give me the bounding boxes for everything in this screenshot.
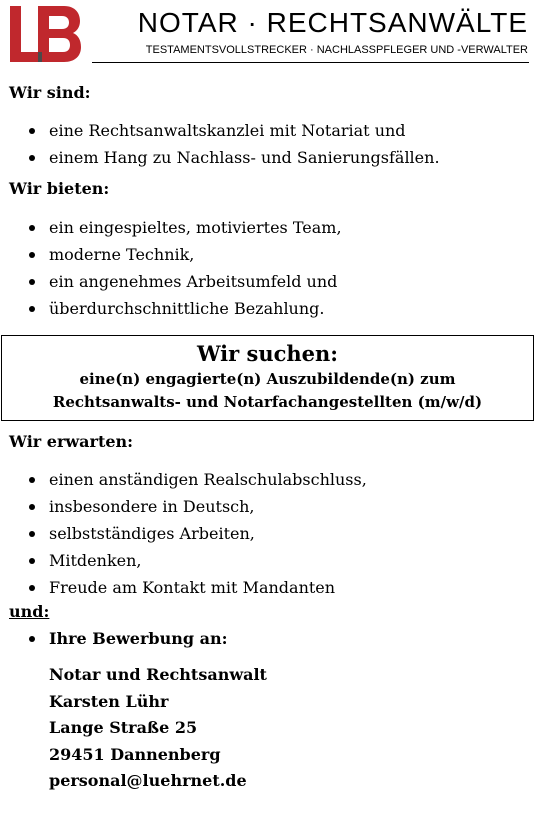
wir-sind-heading: Wir sind: [9,83,91,102]
bullet-icon [29,225,35,231]
contact-address [49,662,535,795]
bullet-icon [29,504,35,510]
address-street: Lange Straße 25 [49,718,198,737]
job-ad-body [0,82,535,795]
bullet-icon [29,279,35,285]
wir-sind-list [0,117,535,171]
wir-suchen-box [1,335,534,421]
wir-erwarten-list [0,466,535,601]
wir-suchen-title: Wir suchen: [196,341,339,366]
bullet-icon [29,252,35,258]
position-line-1: eine(n) engagierte(n) Auszubildende(n) zum [79,370,456,388]
bullet-icon [29,531,35,537]
list-item: moderne Technik, [0,241,535,268]
wir-bieten-list [0,214,535,322]
und-label: und: [9,602,50,621]
address-title: Notar und Rechtsanwalt [49,665,267,684]
list-item: ein eingespieltes, motiviertes Team, [0,214,535,241]
lb-logo [8,4,82,64]
list-item: Ihre Bewerbung an: [0,625,535,652]
bullet-icon [29,558,35,564]
list-item: eine Rechtsanwaltskanzlei mit Notariat und [0,117,535,144]
und-list [0,625,535,652]
position-line-2: Rechtsanwalts- und Notarfachangestellten (m/w/d) [52,393,483,411]
bullet-icon [29,306,35,312]
wir-bieten-heading: Wir bieten: [9,179,110,198]
list-item: insbesondere in Deutsch, [0,493,535,520]
firm-name: NOTAR · RECHTSANWÄLTE [137,7,528,38]
firm-subtitle: TESTAMENTSVOLLSTRECKER · NACHLASSPFLEGER UND -VERWALTER [145,44,528,56]
bullet-icon [29,585,35,591]
letterhead [0,0,535,70]
list-item: selbstständiges Arbeiten, [0,520,535,547]
bullet-icon [29,155,35,161]
list-item: einem Hang zu Nachlass- und Sanierungsfällen. [0,144,535,171]
bullet-icon [29,477,35,483]
address-email[interactable]: personal@luehrnet.de [49,771,247,790]
bullet-icon [29,128,35,134]
list-item: Freude am Kontakt mit Mandanten [0,574,535,601]
header-divider [92,62,529,63]
address-city: 29451 Dannenberg [49,744,221,764]
bullet-icon [29,636,35,642]
list-item: einen anständigen Realschulabschluss, [0,466,535,493]
wir-erwarten-heading: Wir erwarten: [9,432,134,451]
list-item: ein angenehmes Arbeitsumfeld und [0,268,535,295]
address-name: Karsten Lühr [49,691,169,711]
list-item: überdurchschnittliche Bezahlung. [0,295,535,322]
list-item: Mitdenken, [0,547,535,574]
